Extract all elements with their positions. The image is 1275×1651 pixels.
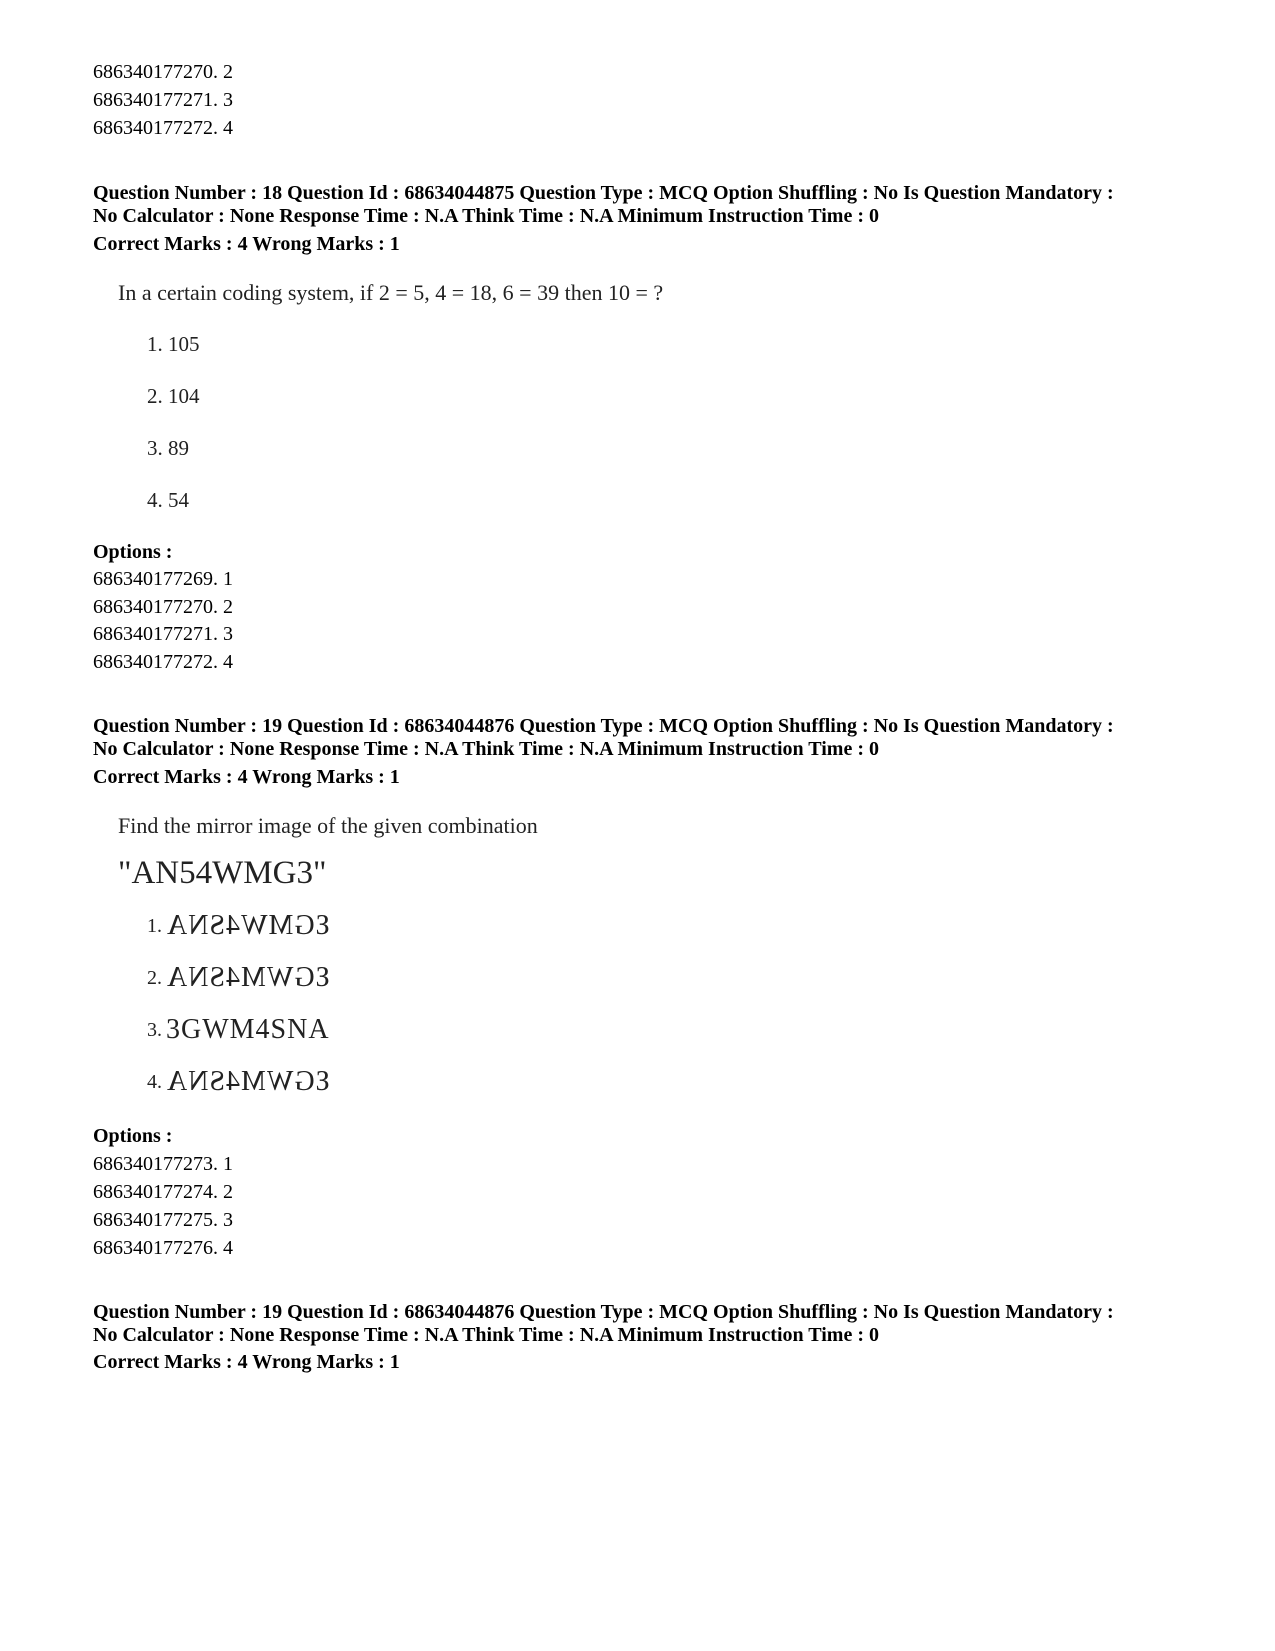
option-line: 686340177275. 3	[93, 1209, 233, 1231]
q18-header-line2: No Calculator : None Response Time : N.A Think Time : N.A Minimum Instruction Time : 0	[93, 205, 879, 227]
option-line: 686340177276. 4	[93, 1237, 233, 1259]
q18-choice: 3. 89	[147, 436, 189, 460]
q18-choice: 1. 105	[147, 332, 200, 356]
option-line: 686340177273. 1	[93, 1153, 233, 1175]
q19-combination: "AN54WMG3"	[118, 855, 327, 891]
q19-options-label: Options :	[93, 1125, 173, 1147]
option-line: 686340177270. 2	[93, 61, 233, 83]
q19-header-line1: Question Number : 19 Question Id : 68634044876 Question Type : MCQ Option Shuffling : No Is Question Mandatory :	[93, 715, 1114, 737]
option-line: 686340177270. 2	[93, 596, 233, 618]
q19-choice-number: 4.	[147, 1070, 162, 1093]
q18-options-label: Options :	[93, 541, 173, 563]
q19-choice-number: 1.	[147, 914, 162, 937]
option-line: 686340177271. 3	[93, 89, 233, 111]
option-line: 686340177272. 4	[93, 651, 233, 673]
q18-choice: 4. 54	[147, 488, 189, 512]
q19-choice-number: 3.	[147, 1018, 162, 1041]
q19-choice-number: 2.	[147, 966, 162, 989]
q19-header-line2: No Calculator : None Response Time : N.A Think Time : N.A Minimum Instruction Time : 0	[93, 738, 879, 760]
q19-mirror-glyphs: 3GWM4SNA	[166, 1014, 330, 1045]
option-line: 686340177274. 2	[93, 1181, 233, 1203]
option-line: 686340177269. 1	[93, 568, 233, 590]
q19-choice	[147, 962, 330, 994]
q19-choice	[147, 1014, 330, 1046]
q18-stem: In a certain coding system, if 2 = 5, 4 = 18, 6 = 39 then 10 = ?	[118, 280, 664, 305]
option-line: 686340177271. 3	[93, 623, 233, 645]
q18-marks: Correct Marks : 4 Wrong Marks : 1	[93, 233, 400, 255]
q19-mirror-glyphs: ƐGWM4SNA	[166, 1066, 330, 1097]
q18-choice: 2. 104	[147, 384, 200, 408]
q19-mirror-glyphs: ƐGWM4SNA	[166, 962, 330, 993]
q19-repeat-header-line1: Question Number : 19 Question Id : 68634044876 Question Type : MCQ Option Shuffling : No Is Question Mandatory :	[93, 1301, 1114, 1323]
q19-marks: Correct Marks : 4 Wrong Marks : 1	[93, 766, 400, 788]
q19-stem: Find the mirror image of the given combination	[118, 813, 538, 838]
q19-repeat-header-line2: No Calculator : None Response Time : N.A Think Time : N.A Minimum Instruction Time : 0	[93, 1324, 879, 1346]
q18-header-line1: Question Number : 18 Question Id : 68634044875 Question Type : MCQ Option Shuffling : No Is Question Mandatory :	[93, 182, 1114, 204]
q19-choice	[147, 1066, 330, 1098]
q19-choice	[147, 910, 330, 942]
q19-repeat-marks: Correct Marks : 4 Wrong Marks : 1	[93, 1351, 400, 1373]
q19-mirror-glyphs: ƐGMW4SNA	[166, 910, 330, 941]
option-line: 686340177272. 4	[93, 117, 233, 139]
